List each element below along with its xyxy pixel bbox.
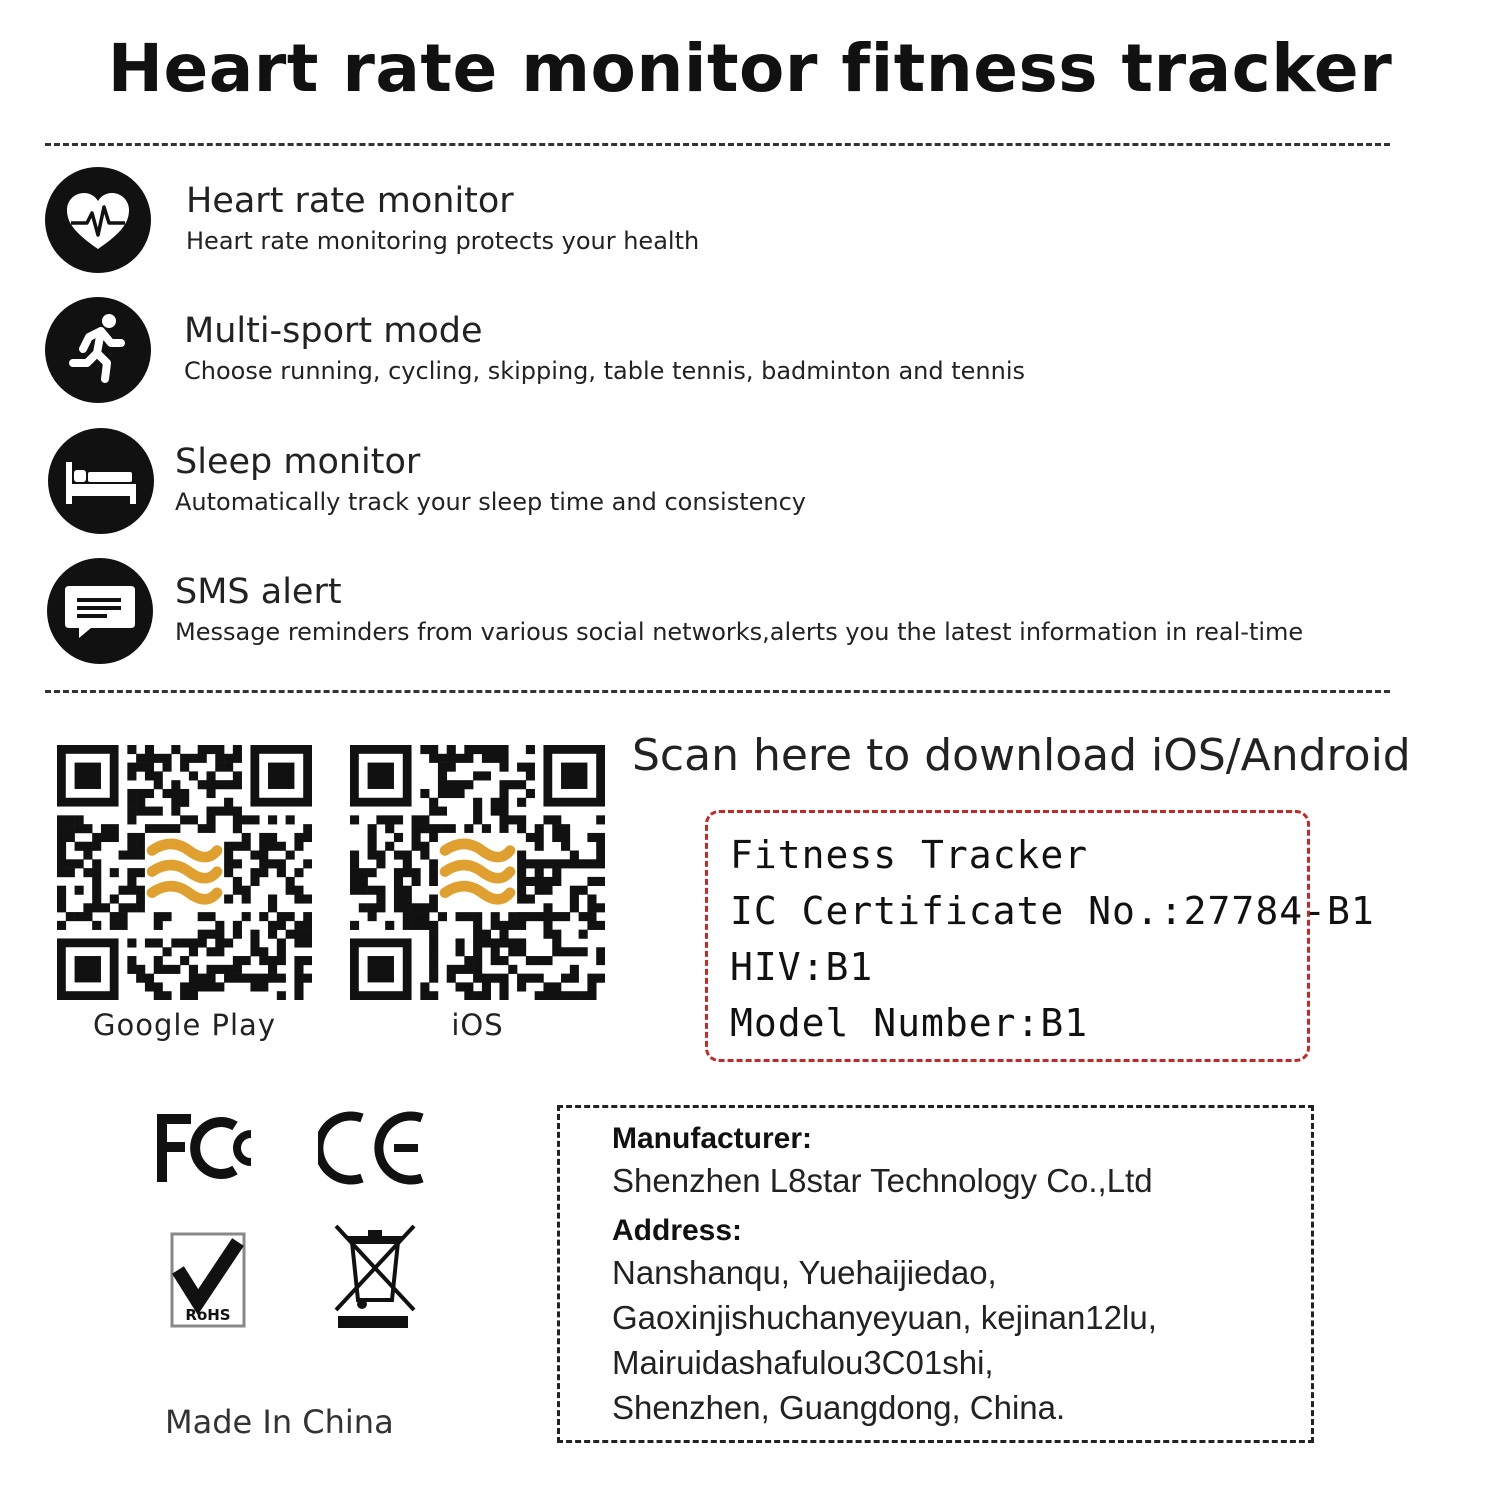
address-line: Mairuidashafulou3C01shi, xyxy=(612,1344,994,1381)
certificate-box xyxy=(705,810,1375,1062)
divider-top xyxy=(45,143,1390,146)
feature-description: Choose running, cycling, skipping, table tennis, badminton and tennis xyxy=(184,357,1026,385)
address-line: Nanshanqu, Yuehaijiedao, xyxy=(612,1254,997,1291)
made-in-label: Made In China xyxy=(165,1403,394,1441)
address-line: Gaoxinjishuchanyeyuan, kejinan12lu, xyxy=(612,1299,1157,1336)
qr-label-google-play: Google Play xyxy=(93,1008,276,1042)
weee-bin-icon xyxy=(330,1220,420,1336)
manufacturer-box xyxy=(557,1105,1314,1443)
feature-title: SMS alert xyxy=(175,572,342,612)
manufacturer-name: Shenzhen L8star Technology Co.,Ltd xyxy=(612,1162,1153,1199)
heart-rate-icon xyxy=(45,167,151,273)
cert-hiv: HIV:B1 xyxy=(730,945,874,989)
feature-description: Automatically track your sleep time and consistency xyxy=(175,488,807,516)
feature-description: Heart rate monitoring protects your health xyxy=(186,227,700,255)
rohs-logo xyxy=(170,1232,246,1332)
fcc-logo xyxy=(155,1108,265,1192)
feature-title: Multi-sport mode xyxy=(184,311,483,351)
manufacturer-heading: Manufacturer: xyxy=(612,1122,813,1155)
feature-multi-sport xyxy=(45,297,1445,407)
qr-label-ios: iOS xyxy=(451,1008,504,1042)
rohs-text: RoHS xyxy=(185,1306,231,1324)
qr-code-ios[interactable] xyxy=(350,745,605,1000)
feature-sms xyxy=(45,558,1445,668)
cert-product-name: Fitness Tracker xyxy=(730,833,1089,877)
address-line: Shenzhen, Guangdong, China. xyxy=(612,1389,1066,1426)
page-title: Heart rate monitor fitness tracker xyxy=(107,30,1393,107)
feature-sleep xyxy=(45,428,1445,538)
running-icon xyxy=(45,297,151,403)
address-heading: Address: xyxy=(612,1214,743,1247)
cert-model-number: Model Number:B1 xyxy=(730,1001,1089,1045)
bed-icon xyxy=(48,428,154,534)
feature-heart-rate xyxy=(45,167,1445,277)
scan-instructions: Scan here to download iOS/Android xyxy=(632,730,1411,781)
feature-title: Sleep monitor xyxy=(175,442,421,482)
divider-middle xyxy=(45,690,1390,693)
cert-ic-number: IC Certificate No.:27784-B1 xyxy=(730,889,1375,933)
ce-logo xyxy=(318,1108,428,1192)
feature-description: Message reminders from various social networks,alerts you the latest information in real-time xyxy=(175,618,1304,646)
qr-code-google-play[interactable] xyxy=(57,745,312,1000)
feature-title: Heart rate monitor xyxy=(186,181,514,221)
message-icon xyxy=(47,558,153,664)
